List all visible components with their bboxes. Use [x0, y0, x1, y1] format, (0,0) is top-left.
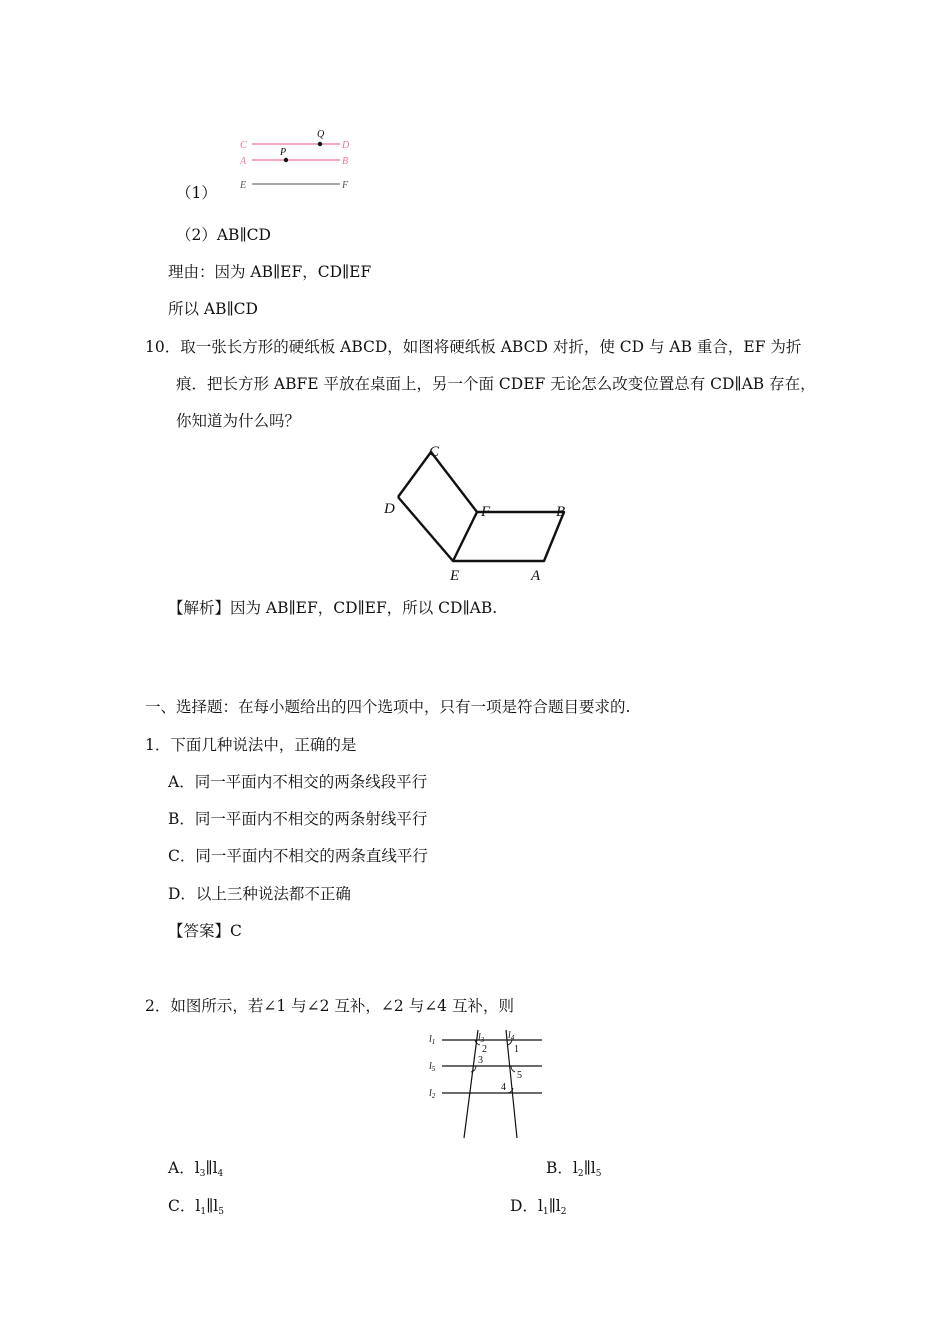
q10-line1: 10．取一张长方形的硬纸板 ABCD，如图将硬纸板 ABCD 对折，使 CD 与 AB 重合，EF 为折: [145, 338, 802, 356]
label-f: F: [342, 180, 349, 191]
q1-stem: 1．下面几种说法中，正确的是: [145, 736, 357, 754]
q2-option-b: B．$l_2\parallel l_5$: [546, 1159, 602, 1179]
label-l2: $l_2$: [429, 1088, 436, 1100]
q9-reason: 理由：因为 AB∥EF，CD∥EF: [168, 263, 372, 281]
q2-option-c: C．$l_1\parallel l_5$: [168, 1197, 224, 1217]
q1-option-a: A．同一平面内不相交的两条线段平行: [168, 773, 428, 791]
q9-conclusion: 所以 AB∥CD: [168, 300, 258, 318]
label-p: P: [280, 147, 287, 158]
parallel-lines-figure: [232, 124, 362, 194]
line-l3: [464, 1030, 478, 1138]
label-b: B: [342, 156, 349, 167]
label-f: F: [481, 504, 491, 520]
label-a: A: [531, 568, 541, 584]
q1-option-d: D．以上三种说法都不正确: [168, 885, 351, 903]
q2-option-d: D．$l_1\parallel l_2$: [510, 1197, 567, 1217]
label-l3: $l_3$: [478, 1032, 485, 1044]
q10-analysis: 【解析】因为 AB∥EF，CD∥EF，所以 CD∥AB.: [168, 599, 498, 617]
face-cdef: [398, 452, 477, 561]
q9-part2: （2）AB∥CD: [176, 226, 271, 244]
label-e: E: [450, 568, 460, 584]
angle-2: 2: [482, 1044, 487, 1055]
label-d: D: [342, 140, 350, 151]
arc-5: [511, 1066, 515, 1072]
q10-line2: 痕．把长方形 ABFE 平放在桌面上，另一个面 CDEF 无论怎么改变位置总有 CD∥AB 存在，: [176, 375, 816, 393]
q2-option-a: A．$l_3\parallel l_4$: [168, 1159, 224, 1179]
label-c: C: [240, 140, 247, 151]
section-heading: 一、选择题：在每小题给出的四个选项中，只有一项是符合题目要求的.: [145, 698, 631, 716]
q10-line3: 你知道为什么吗？: [176, 412, 301, 430]
label-a: A: [240, 156, 247, 167]
label-c: C: [429, 444, 440, 460]
lines-angles-figure: [420, 1026, 550, 1142]
folded-cardboard-figure: [378, 440, 578, 585]
q1-answer: 【答案】C: [168, 922, 242, 940]
label-d: D: [384, 501, 395, 517]
label-q: Q: [317, 129, 325, 140]
q2-stem: 2．如图所示，若∠1 与∠2 互补，∠2 与∠4 互补，则: [145, 997, 514, 1015]
label-l4: $l_4$: [508, 1030, 515, 1042]
angle-1: 1: [514, 1044, 519, 1055]
angle-3: 3: [478, 1055, 483, 1066]
face-abfe: [453, 512, 564, 561]
q1-option-b: B．同一平面内不相交的两条射线平行: [168, 810, 428, 828]
label-l5: $l_5$: [429, 1061, 436, 1073]
q9-part1: （1）: [176, 184, 217, 202]
label-l1: $l_1$: [429, 1034, 436, 1046]
point-q: [318, 142, 322, 146]
label-e: E: [240, 180, 247, 191]
q1-option-c: C．同一平面内不相交的两条直线平行: [168, 847, 428, 865]
angle-4: 4: [501, 1082, 506, 1093]
angle-5: 5: [517, 1070, 522, 1081]
label-b: B: [556, 504, 566, 520]
point-p: [284, 158, 288, 162]
